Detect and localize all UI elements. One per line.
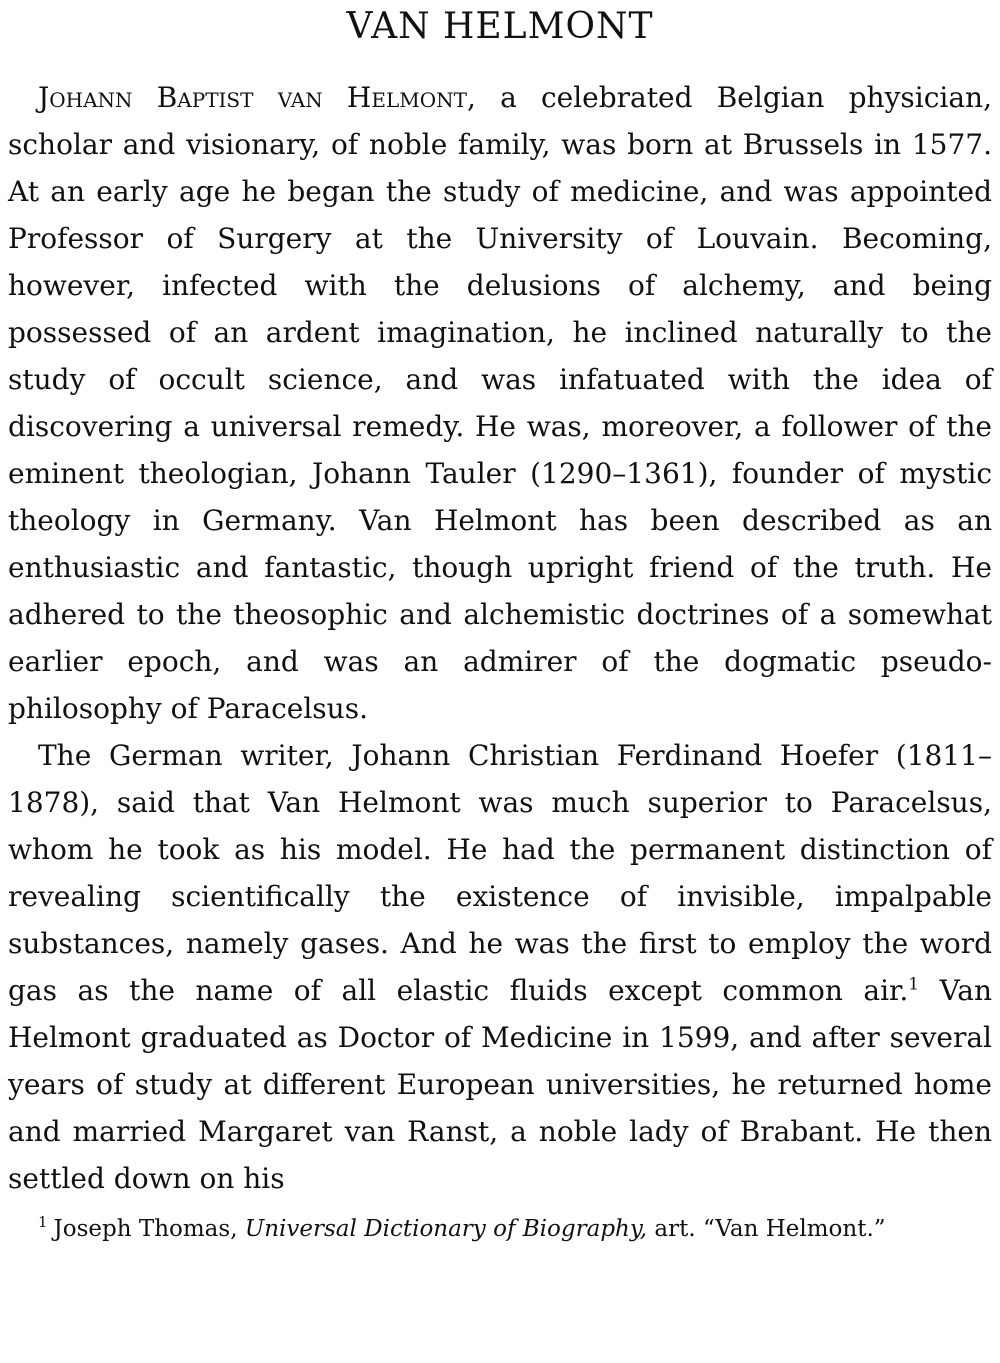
- paragraph-2-text-b: Van Helmont graduated as Doctor of Medicine in 1599, and after several years of study at different European universities, he returned home and married Margaret van Ranst, a noble lady of Brabant. He then settled down on his: [8, 974, 992, 1195]
- page-body: [8, 6, 992, 1246]
- paragraph-1-text: , a celebrated Belgian physician, scholar and visionary, of noble family, was born at Brussels in 1577. At an early age he began the study of medicine, and was appointed Professor of Surgery at the University of Louvain. Becoming, however, infected with the delusions of alchemy, and being possessed of an ardent imagination, he inclined naturally to the study of occult science, and was infatuated with the idea of discovering a universal remedy. He was, moreover, a follower of the eminent theologian, Johann Tauler (1290–1361), founder of mystic theology in Germany. Van Helmont has been described as an enthusiastic and fantastic, though upright friend of the truth. He adhered to the theosophic and alchemistic doctrines of a somewhat earlier epoch, and was an admirer of the dogmatic pseudo-philosophy of Paracelsus.: [8, 81, 992, 725]
- footnote: [8, 1212, 992, 1246]
- subject-name: Johann Baptist van Helmont: [38, 81, 467, 114]
- paragraph-2-text-a: The German writer, Johann Christian Ferdinand Hoefer (1811–1878), said that Van Helmont was much superior to Paracelsus, whom he took as his model. He had the permanent distinction of revealing scientifically the existence of invisible, impalpable substances, namely gases. And he was the first to employ the word gas as the name of all elastic fluids except common air.: [8, 739, 992, 1007]
- footnote-reference[interactable]: 1: [908, 974, 920, 995]
- paragraph-1: [8, 74, 992, 732]
- paragraph-2: [8, 732, 992, 1202]
- footnote-work-title: Universal Dictionary of Biography,: [244, 1216, 648, 1242]
- footnote-mark: 1: [38, 1213, 48, 1232]
- footnote-author: Joseph Thomas,: [53, 1216, 245, 1242]
- footnote-rest: art. “Van Helmont.”: [647, 1216, 886, 1242]
- page-title: VAN HELMONT: [346, 6, 654, 47]
